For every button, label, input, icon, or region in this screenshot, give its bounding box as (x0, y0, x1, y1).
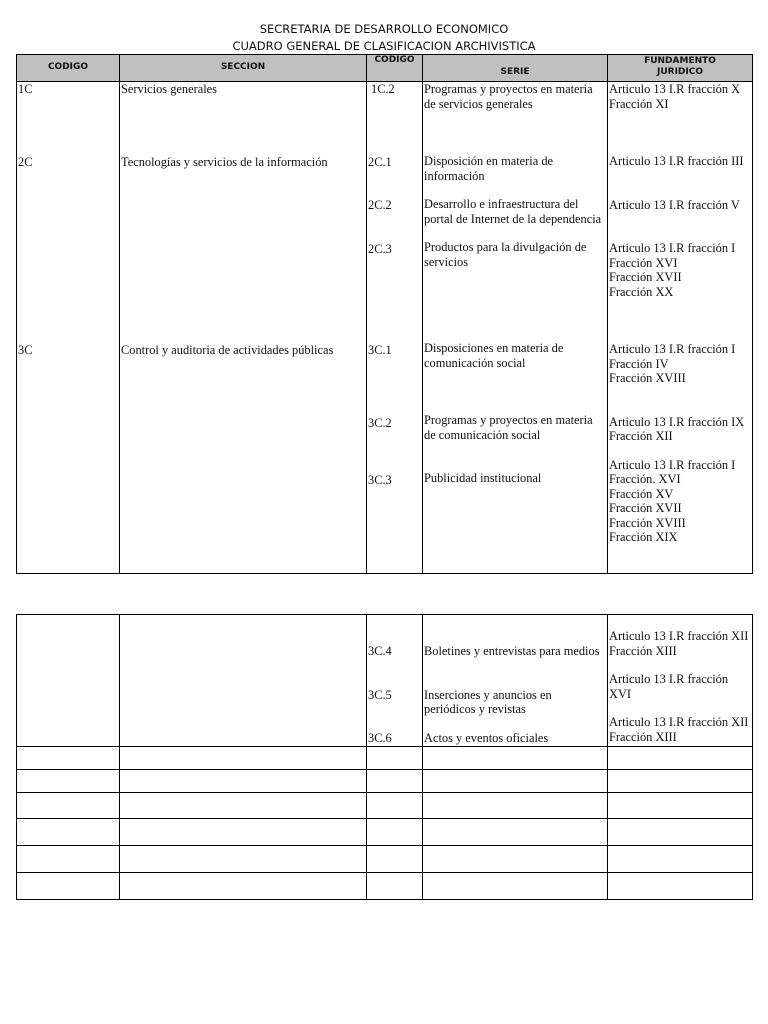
serie-code-2c3: 2C.3 (368, 241, 392, 256)
empty-row (17, 792, 753, 818)
serie-codes-cell (367, 82, 423, 574)
fundamento-3c3: Articulo 13 I.R fracción I Fracción. XVI Fracción XV Fracción XVII Fracción XVIII Fracción XIX (609, 457, 736, 544)
fundamento-2c2: Articulo 13 I.R fracción V (609, 197, 740, 212)
section-name-3c: Control y auditoria de actividades públicas (121, 343, 334, 357)
fundamento-1c2: Articulo 13 I.R fracción X Fracción XI (609, 82, 741, 111)
fundamento-3c6: Articulo 13 I.R fracción XII Fracción XIII (609, 715, 749, 744)
serie-code-3c2: 3C.2 (368, 415, 392, 430)
serie-3c4: Boletines y entrevistas para medios (424, 644, 600, 658)
serie-code-1c2: 1C.2 (371, 82, 395, 96)
fundamento-3c1: Articulo 13 I.R fracción I Fracción IV Fracción XVIII (609, 342, 736, 385)
table-row (17, 82, 753, 574)
serie-names-cell (423, 615, 608, 747)
serie-code-3c4: 3C.4 (368, 644, 392, 658)
serie-3c2: Programas y proyectos en materia de comunicación social (424, 413, 593, 442)
serie-3c3: Publicidad institucional (424, 471, 542, 485)
header-seccion: SECCION (120, 55, 367, 82)
header-serie: SERIE (423, 55, 608, 82)
table-row (17, 615, 753, 747)
serie-code-2c2: 2C.2 (368, 198, 392, 212)
header-codigo: CODIGO (17, 55, 120, 82)
classification-table-continuation (16, 614, 753, 900)
section-name-2c: Tecnologías y servicios de la información (121, 154, 328, 169)
document-subtitle: CUADRO GENERAL DE CLASIFICACION ARCHIVISTICA (232, 39, 536, 53)
header-codigo-serie: CODIGO (367, 55, 423, 82)
classification-table (16, 54, 753, 574)
fundamento-3c5: Articulo 13 I.R fracción XVI (609, 672, 729, 701)
empty-row (17, 746, 753, 769)
fundamento-cell (608, 615, 753, 747)
serie-code-3c1: 3C.1 (368, 343, 392, 357)
empty-cell (17, 615, 120, 747)
empty-row (17, 845, 753, 872)
document-title: SECRETARIA DE DESARROLLO ECONOMICO (259, 22, 509, 36)
empty-row (17, 872, 753, 899)
serie-names-cell (423, 82, 608, 574)
fundamento-cell (608, 82, 753, 574)
section-codes-cell (17, 82, 120, 574)
section-name-1c: Servicios generales (121, 82, 217, 96)
serie-codes-cell (367, 615, 423, 747)
fundamento-3c2: Articulo 13 I.R fracción IX Fracción XII (609, 414, 745, 443)
fundamento-3c4: Articulo 13 I.R fracción XII Fracción XIII (609, 629, 749, 658)
serie-2c3: Productos para la divulgación de servicios (424, 240, 587, 269)
serie-code-3c6: 3C.6 (368, 731, 392, 745)
serie-code-3c3: 3C.3 (368, 473, 392, 487)
serie-code-3c5: 3C.5 (368, 687, 392, 702)
table-header-row (17, 55, 753, 82)
serie-2c2: Desarrollo e infraestructura del portal de Internet de la dependencia (424, 197, 602, 226)
serie-2c1: Disposición en materia de información (424, 154, 554, 183)
section-code-2c: 2C (18, 154, 33, 169)
section-code-1c: 1C (18, 82, 33, 96)
empty-cell (120, 615, 367, 747)
section-names-cell (120, 82, 367, 574)
serie-3c1: Disposiciones en materia de comunicación social (424, 341, 564, 370)
empty-row (17, 818, 753, 845)
serie-3c6: Actos y eventos oficiales (424, 730, 549, 745)
serie-1c2: Programas y proyectos en materia de servicios generales (424, 82, 593, 111)
serie-code-2c1: 2C.1 (368, 154, 392, 169)
header-fundamento-juridico: FUNDAMENTO JURIDICO (608, 55, 753, 82)
fundamento-2c1: Articulo 13 I.R fracción III (609, 154, 744, 168)
section-code-3c: 3C (18, 343, 33, 357)
serie-3c5: Inserciones y anuncios en periódicos y revistas (424, 687, 552, 716)
empty-row (17, 769, 753, 792)
fundamento-2c3: Articulo 13 I.R fracción I Fracción XVI Fracción XVII Fracción XX (609, 241, 736, 299)
